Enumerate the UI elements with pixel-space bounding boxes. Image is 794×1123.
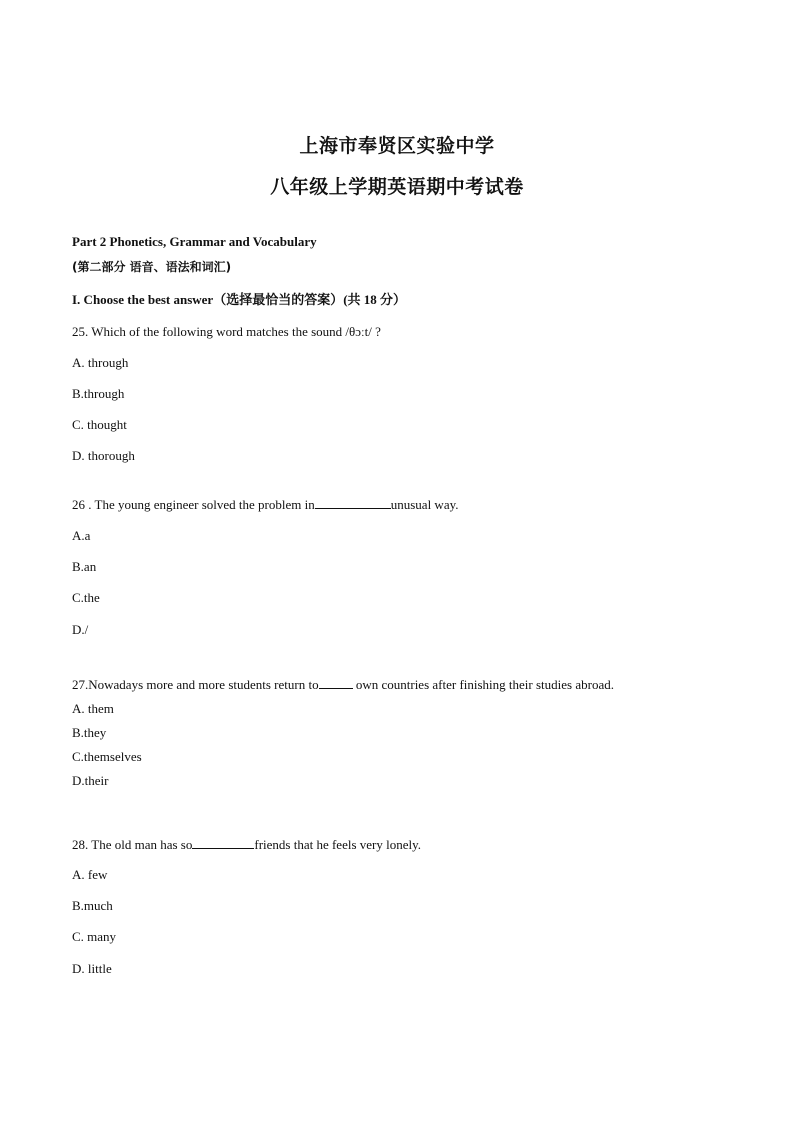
question-27 — [72, 676, 614, 693]
option-27-d: D.their — [72, 773, 109, 788]
part-title: Part 2 Phonetics, Grammar and Vocabulary — [72, 234, 317, 249]
option-27-b: B.they — [72, 725, 107, 740]
question-28 — [72, 836, 421, 853]
part-subtitle: (第二部分 语音、语法和词汇) — [72, 260, 232, 274]
question-text: 27.Nowadays more and more students return to — [72, 677, 319, 692]
option-28-c: C. many — [72, 929, 117, 944]
answer-blank — [315, 496, 391, 509]
option-27-a: A. them — [72, 701, 114, 716]
question-26 — [72, 496, 459, 513]
answer-blank — [192, 836, 254, 849]
section-title: I. Choose the best answer（选择最恰当的答案）(共 18 分） — [72, 292, 407, 307]
option-26-d: D./ — [72, 622, 89, 637]
option-26-b: B.an — [72, 559, 97, 574]
answer-blank — [319, 676, 353, 689]
question-text: 25. Which of the following word matches the sound /θɔːt/ ? — [72, 324, 381, 339]
option-28-d: D. little — [72, 961, 112, 976]
question-text-after: friends that he feels very lonely. — [254, 837, 422, 852]
option-25-c: C. thought — [72, 417, 127, 432]
exam-title: 八年级上学期英语期中考试卷 — [270, 176, 524, 198]
option-25-d: D. thorough — [72, 448, 135, 463]
option-28-b: B.much — [72, 898, 113, 913]
option-26-c: C.the — [72, 590, 100, 605]
option-26-a: A.a — [72, 528, 91, 543]
option-28-a: A. few — [72, 867, 108, 882]
question-text: 28. The old man has so — [72, 837, 193, 852]
question-text-after: unusual way. — [390, 497, 459, 512]
option-27-c: C.themselves — [72, 749, 142, 764]
question-25 — [72, 324, 381, 340]
question-text: 26 . The young engineer solved the problem in — [72, 497, 315, 512]
option-25-b: B.through — [72, 386, 125, 401]
option-25-a: A. through — [72, 355, 129, 370]
question-text-after: own countries after finishing their studies abroad. — [352, 677, 614, 692]
school-title: 上海市奉贤区实验中学 — [299, 135, 495, 157]
